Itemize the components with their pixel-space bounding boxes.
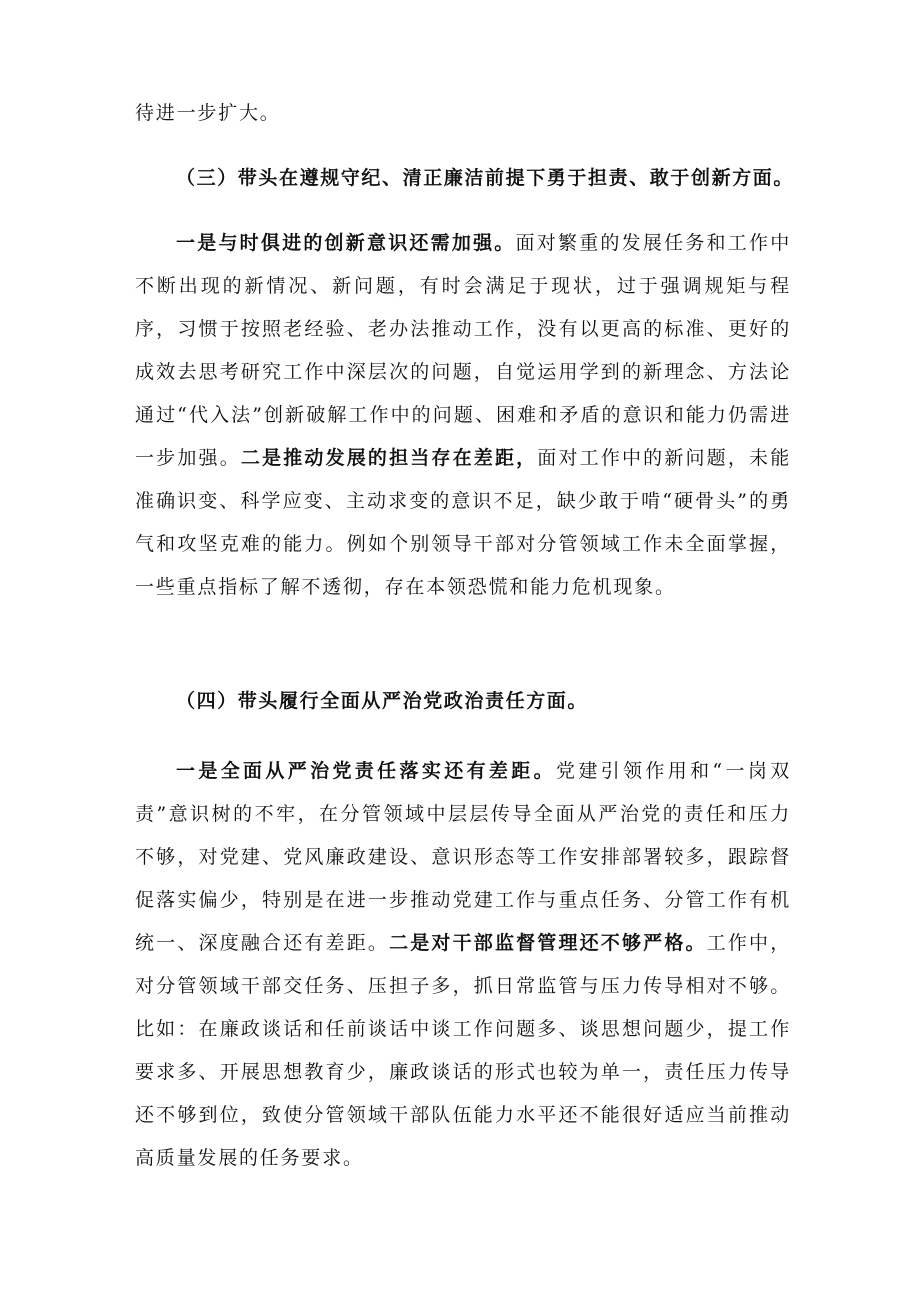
section-3-paragraph: [135, 222, 791, 609]
section-3-heading: （三）带头在遵规守纪、清正廉洁前提下勇于担责、敢于创新方面。: [176, 167, 795, 189]
section-4-paragraph: [135, 750, 791, 1180]
section-3-lead-1: 一是与时俱进的创新意识还需加强。: [176, 232, 516, 254]
section-4-lead-1: 一是全面从严治党责任落实还有差距。: [176, 760, 556, 782]
section-3-text-1: 面对繁重的发展任务和工作中不断出现的新情况、新问题，有时会满足于现状，过于强调规矩与程序，习惯于按照老经验、老办法推动工作，没有以更高的标准、更好的成效去思考研究工作中深层次的问题，自觉运用学到的新理念、方法论通过“代入法”创新破解工作中的问题、困难和矛盾的意识和能力仍需进一步加强。: [135, 232, 791, 469]
section-4-text-1: 党建引领作用和“一岗双责”意识树的不牢，在分管领域中层层传导全面从严治党的责任和压力不够，对党建、党风廉政建设、意识形态等工作安排部署较多，跟踪督促落实偏少，特别是在进一步推动党建工作与重点任务、分管工作有机统一、深度融合还有差距。: [135, 760, 791, 954]
section-3-lead-2: 二是推动发展的担当存在差距，: [240, 447, 538, 469]
section-3-text-2: 面对工作中的新问题，未能准确识变、科学应变、主动求变的意识不足，缺少敢于啃“硬骨头”的勇气和攻坚克难的能力。例如个别领导干部对分管领域工作未全面掌握，一些重点指标了解不透彻，存在本领恐慌和能力危机现象。: [135, 447, 791, 598]
section-4-heading: （四）带头履行全面从严治党政治责任方面。: [176, 690, 589, 712]
continuation-text: 待进一步扩大。: [135, 102, 281, 124]
section-4-lead-2: 二是对干部监督管理还不够严格。: [389, 932, 707, 954]
section-4-text-2: 工作中，对分管领域干部交任务、压担子多，抓日常监管与压力传导相对不够。比如：在廉政谈话和任前谈话中谈工作问题多、谈思想问题少，提工作要求多、开展思想教育少，廉政谈话的形式也较为单一，责任压力传导还不够到位，致使分管领域干部队伍能力水平还不能很好适应当前推动高质量发展的任务要求。: [135, 932, 791, 1169]
